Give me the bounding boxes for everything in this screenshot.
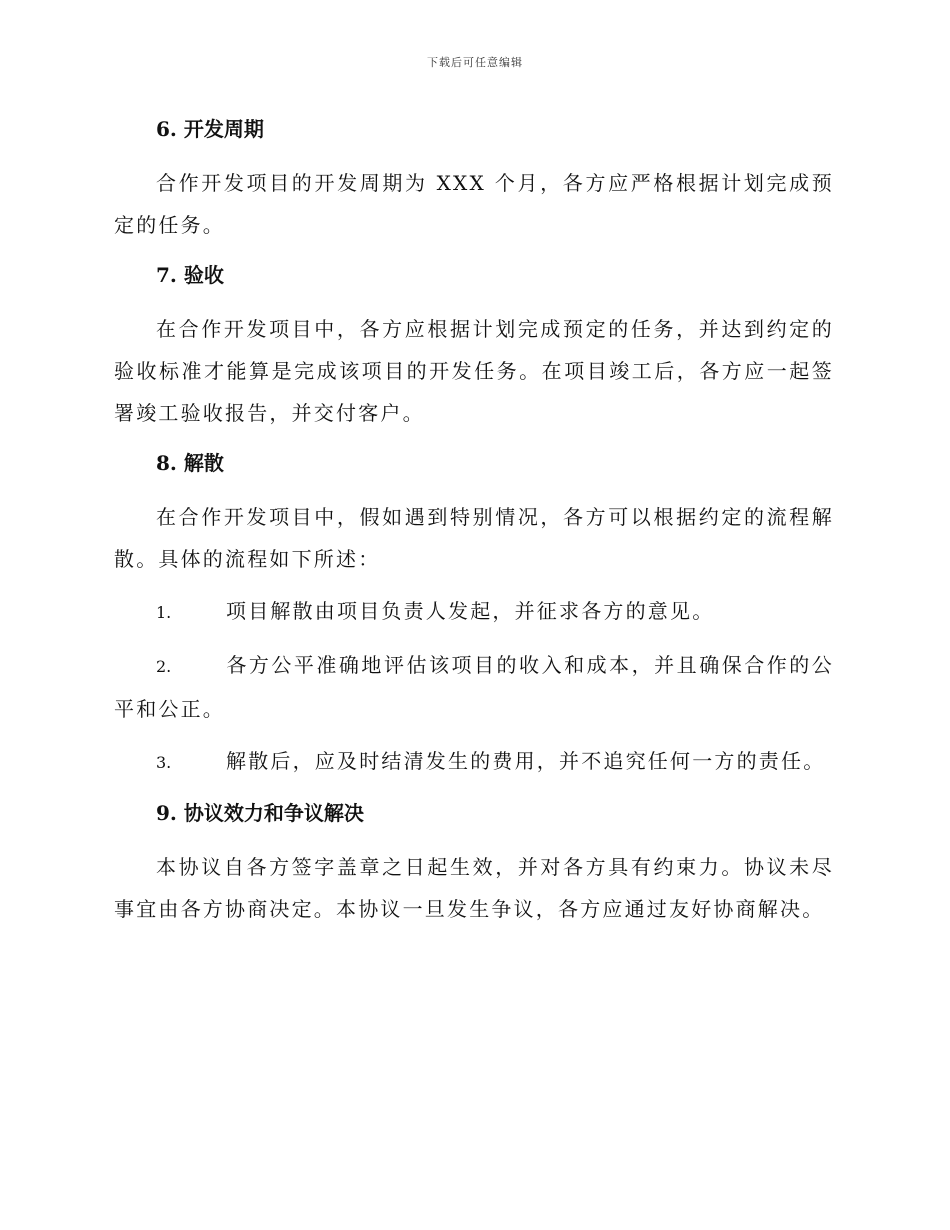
document-body [114,110,834,940]
list-item-number: 2. [156,657,172,676]
section-heading-8: 8. 解散 [156,451,224,475]
section-heading-9: 9. 协议效力和争议解决 [156,801,364,825]
section-paragraph-7: 在合作开发项目中，各方应根据计划完成预定的任务，并达到约定的验收标准才能算是完成该项目的开发任务。在项目竣工后，各方应一起签署竣工验收报告，并交付客户。 [114,317,834,425]
list-item-number: 1. [156,603,172,622]
list-item-text: 解散后，应及时结清发生的费用，并不追究任何一方的责任。 [226,749,826,773]
section-heading-6: 6. 开发周期 [156,117,264,141]
list-item [114,644,834,730]
list-item [114,590,834,634]
list-item-text: 项目解散由项目负责人发起，并征求各方的意见。 [226,599,715,623]
list-item [114,740,834,784]
page-header: 下载后可任意编辑 [427,56,523,69]
section-paragraph-9: 本协议自各方签字盖章之日起生效，并对各方具有约束力。协议未尽事宜由各方协商决定。本协议一旦发生争议，各方应通过友好协商解决。 [114,855,834,921]
section-heading-7: 7. 验收 [156,263,224,287]
list-item-text: 各方公平准确地评估该项目的收入和成本，并且确保合作的公平和公正。 [114,653,834,721]
list-item-number: 3. [156,753,172,772]
section-paragraph-8: 在合作开发项目中，假如遇到特别情况，各方可以根据约定的流程解散。具体的流程如下所述： [114,505,834,571]
section-paragraph-6: 合作开发项目的开发周期为 XXX 个月，各方应严格根据计划完成预定的任务。 [114,171,834,237]
